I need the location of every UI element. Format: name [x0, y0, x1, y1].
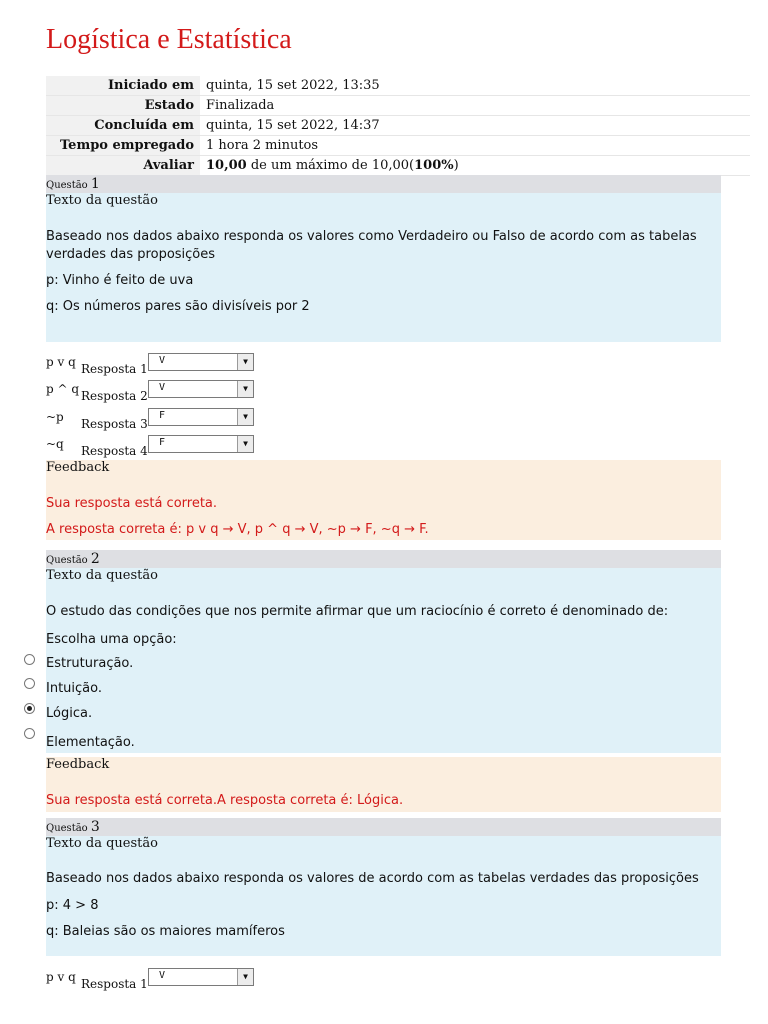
question-prefix: Questão	[46, 555, 88, 566]
chevron-down-icon: ▼	[237, 969, 253, 985]
answer-label: Resposta 1	[81, 977, 148, 991]
summary-row-grade	[46, 156, 750, 176]
option-label: Estruturação.	[46, 656, 134, 671]
question-1-header	[46, 175, 721, 193]
question-1-text-box	[46, 193, 721, 342]
chevron-down-icon: ▼	[237, 409, 253, 425]
question-2-text-box	[46, 568, 721, 753]
select-value: F	[159, 410, 166, 421]
summary-row	[46, 116, 750, 136]
answer-label: Resposta 3	[81, 417, 148, 431]
answer-select-1[interactable]	[148, 353, 254, 371]
answer-expression: ~q	[46, 437, 64, 451]
answer-label: Resposta 2	[81, 389, 148, 403]
answer-label: Resposta 1	[81, 362, 148, 376]
question-intro-cont: verdades das proposições	[46, 247, 216, 262]
summary-label: Estado	[46, 96, 200, 116]
summary-label: Tempo empregado	[46, 136, 200, 156]
summary-row	[46, 96, 750, 116]
summary-row	[46, 136, 750, 156]
question-3-header	[46, 818, 721, 836]
answer-select-4[interactable]	[148, 435, 254, 453]
option-label: Intuição.	[46, 681, 102, 696]
option-radio-4[interactable]	[24, 728, 35, 739]
grade-value	[200, 156, 750, 176]
option-radio-2[interactable]	[24, 678, 35, 689]
attempt-summary-table	[46, 76, 750, 176]
question-prefix: Questão	[46, 823, 88, 834]
question-number: 2	[90, 551, 100, 567]
proposition-q: q: Baleias são os maiores mamíferos	[46, 924, 285, 939]
question-3-text-box	[46, 836, 721, 956]
chevron-down-icon: ▼	[237, 381, 253, 397]
select-value: V	[159, 970, 166, 981]
feedback-correct: Sua resposta está correta.A resposta correta é: Lógica.	[46, 793, 404, 808]
answer-expression: ~p	[46, 410, 64, 424]
answer-expression: p v q	[46, 970, 76, 984]
select-value: V	[159, 382, 166, 393]
chevron-down-icon: ▼	[237, 436, 253, 452]
answer-expression: p ^ q	[46, 382, 80, 396]
question-2-header	[46, 550, 721, 568]
summary-label: Concluída em	[46, 116, 200, 136]
answer-expression: p v q	[46, 355, 76, 369]
question-number: 1	[90, 176, 100, 192]
select-value: F	[159, 437, 166, 448]
summary-row	[46, 76, 750, 96]
option-label: Elementação.	[46, 735, 135, 750]
select-value: V	[159, 355, 166, 366]
proposition-p: p: 4 > 8	[46, 898, 99, 913]
chevron-down-icon: ▼	[237, 354, 253, 370]
question-number: 3	[90, 819, 100, 835]
grade-score: 10,00	[206, 158, 247, 173]
answer-select-2[interactable]	[148, 380, 254, 398]
grade-close: )	[453, 158, 459, 173]
feedback-label: Feedback	[46, 757, 110, 772]
grade-middle: de um máximo de 10,00(	[246, 158, 415, 173]
feedback-correct: Sua resposta está correta.	[46, 496, 218, 511]
answer-select-3[interactable]	[148, 408, 254, 426]
option-radio-1[interactable]	[24, 654, 35, 665]
question-text-label: Texto da questão	[46, 836, 158, 851]
summary-value: quinta, 15 set 2022, 14:37	[200, 116, 750, 136]
summary-label: Avaliar	[46, 156, 200, 176]
answer-select-1[interactable]	[148, 968, 254, 986]
summary-value: quinta, 15 set 2022, 13:35	[200, 76, 750, 96]
feedback-answer: A resposta correta é: p v q → V, p ^ q → V, ~p → F, ~q → F.	[46, 522, 429, 537]
choose-option-label: Escolha uma opção:	[46, 632, 177, 647]
summary-label: Iniciado em	[46, 76, 200, 96]
option-radio-3[interactable]	[24, 703, 35, 714]
question-intro: Baseado nos dados abaixo responda os valores como Verdadeiro ou Falso de acordo com as tabelas	[46, 229, 697, 244]
answer-label: Resposta 4	[81, 444, 148, 458]
question-text-label: Texto da questão	[46, 193, 158, 208]
page-title: Logística e Estatística	[46, 24, 292, 55]
question-prefix: Questão	[46, 180, 88, 191]
option-label: Lógica.	[46, 706, 93, 721]
proposition-q: q: Os números pares são divisíveis por 2	[46, 299, 310, 314]
summary-value: Finalizada	[200, 96, 750, 116]
grade-percent: 100%	[414, 158, 454, 173]
question-intro: Baseado nos dados abaixo responda os valores de acordo com as tabelas verdades das proposições	[46, 871, 699, 886]
feedback-label: Feedback	[46, 460, 110, 475]
question-text-label: Texto da questão	[46, 568, 158, 583]
question-2-feedback	[46, 757, 721, 812]
proposition-p: p: Vinho é feito de uva	[46, 273, 194, 288]
summary-value: 1 hora 2 minutos	[200, 136, 750, 156]
question-text: O estudo das condições que nos permite afirmar que um raciocínio é correto é denominado de:	[46, 604, 669, 619]
question-1-feedback	[46, 460, 721, 540]
